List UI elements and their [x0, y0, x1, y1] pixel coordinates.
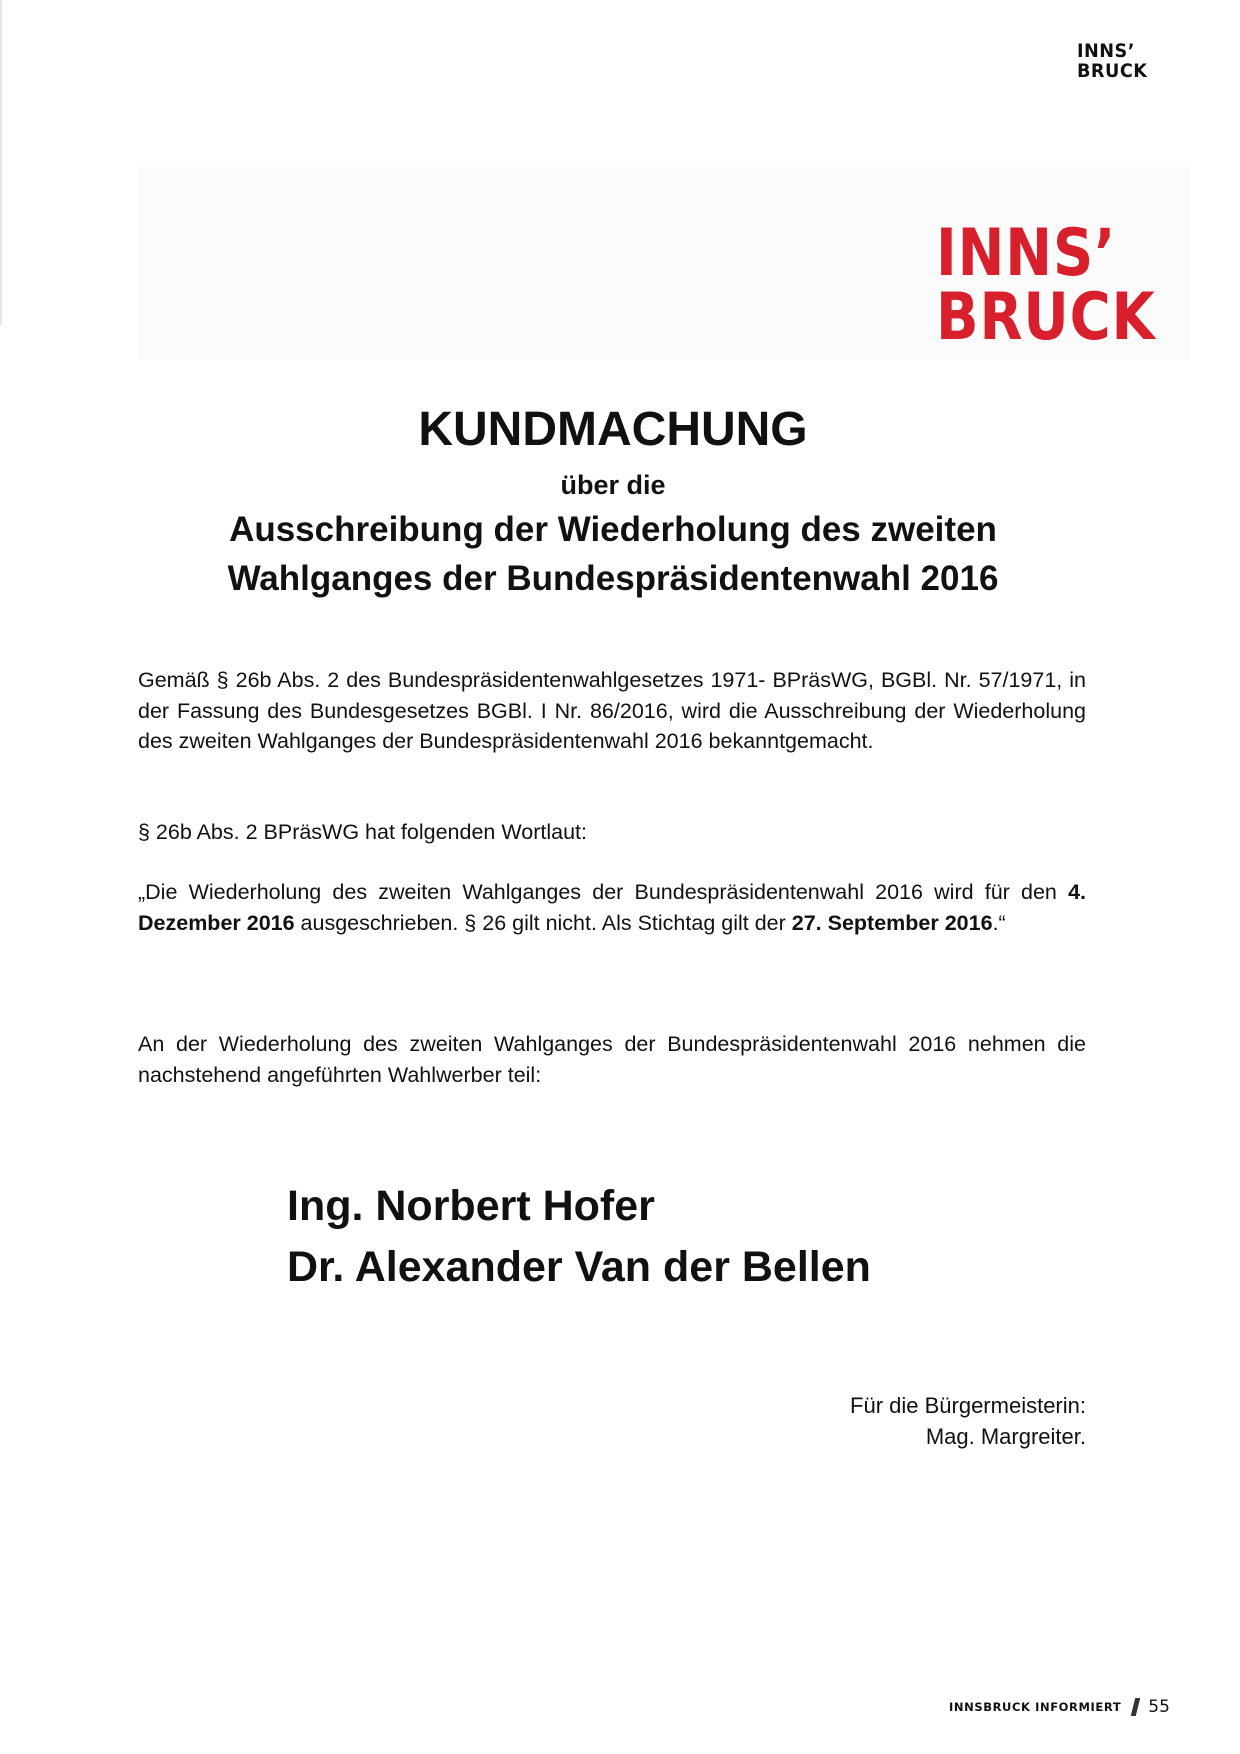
- document-title: KUNDMACHUNG: [418, 403, 808, 456]
- signature-role: Für die Bürgermeisterin:: [850, 1393, 1086, 1418]
- innsbruck-logo-red: [936, 216, 1156, 355]
- cutoff-date: 27. September 2016: [791, 910, 993, 935]
- document-subtitle: über die: [560, 470, 666, 500]
- document-heading: [138, 505, 1088, 603]
- candidate-name: Dr. Alexander Van der Bellen: [287, 1243, 871, 1291]
- page-edge-line: [0, 0, 2, 325]
- quote-text-2: ausgeschrieben. § 26 gilt nicht. Als Stichtag gilt der: [294, 910, 792, 935]
- page-footer: [949, 1695, 1170, 1719]
- wording-intro-paragraph: § 26b Abs. 2 BPräsWG hat folgenden Wortlaut:: [138, 820, 587, 844]
- election-date: 4. Dezember 2016: [138, 880, 1086, 935]
- candidate-list: [287, 1176, 871, 1298]
- candidate-name: Ing. Norbert Hofer: [287, 1182, 655, 1230]
- candidates-intro-paragraph: An der Wiederholung des zweiten Wahlganges der Bundespräsidentenwahl 2016 nehmen die nachstehend angeführten Wahlwerber teil:: [138, 1032, 1086, 1087]
- quote-text-1: „Die Wiederholung des zweiten Wahlganges der Bundespräsidentenwahl 2016 wird für den: [138, 880, 1069, 904]
- quoted-law-paragraph: [138, 877, 1086, 938]
- publication-name: INNSBRUCK INFORMIERT: [949, 1700, 1122, 1714]
- footer-divider: [1131, 1698, 1140, 1716]
- quote-text-3: .“: [992, 910, 1006, 935]
- page-number: 55: [1148, 1697, 1170, 1717]
- signature-block: [850, 1390, 1086, 1452]
- heading-line-2: Wahlganges der Bundespräsidentenwahl 2016: [227, 559, 999, 598]
- legal-basis-paragraph: Gemäß § 26b Abs. 2 des Bundespräsidentenwahlgesetzes 1971- BPräsWG, BGBl. Nr. 57/1971, in der Fassung des Bundesgesetzes BGBl. I Nr. 86/2016, wird die Ausschreibung der Wiederholung des zweiten Wahlganges der Bundespräsidentenwahl 2016 bekanntgemacht.: [138, 668, 1086, 753]
- red-logo-line-1: INNS’: [936, 216, 1117, 291]
- red-logo-line-2: BRUCK: [936, 280, 1156, 355]
- logo-line-2: BRUCK: [1077, 60, 1148, 82]
- heading-line-1: Ausschreibung der Wiederholung des zweiten: [229, 510, 997, 549]
- logo-line-1: INNS’: [1077, 40, 1135, 62]
- innsbruck-logo-small: [1077, 41, 1147, 81]
- signature-name: Mag. Margreiter.: [925, 1424, 1086, 1449]
